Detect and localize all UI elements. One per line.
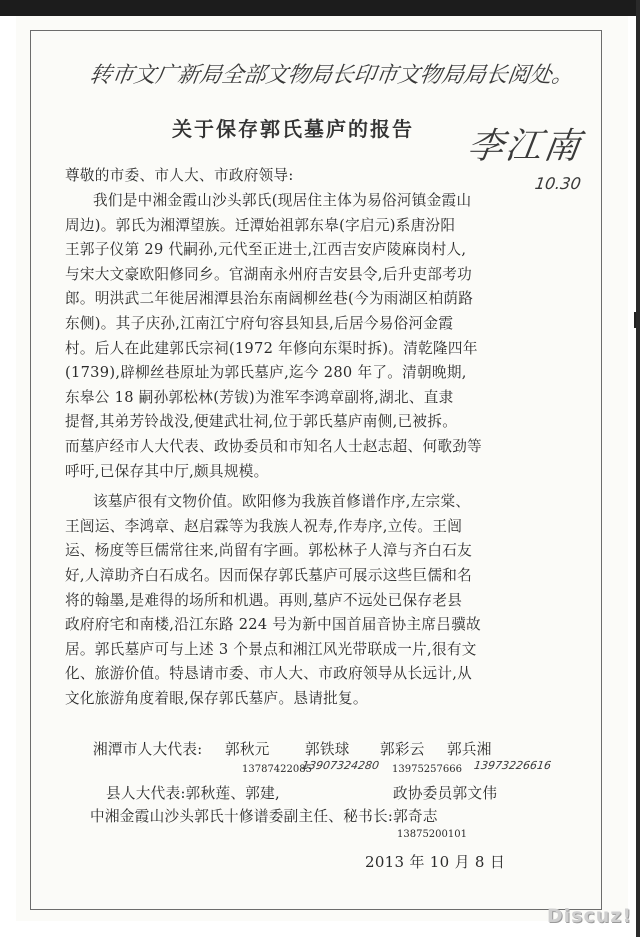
- report-title: 关于保存郭氏墓庐的报告: [172, 117, 414, 141]
- report-date: 2013 年 10 月 8 日: [365, 853, 506, 871]
- signatory-name: 郭彩云: [380, 741, 425, 758]
- phone-number: 13787422085: [242, 764, 312, 775]
- body-line: 与宋大文豪欧阳修同乡。官湖南永州府吉安县令,后升吏部考功: [65, 265, 473, 283]
- signatory-name: 郭铁球: [305, 741, 350, 758]
- body-line: 政府府宅和南楼,沿江东路 224 号为新中国首届音协主席吕骥故: [65, 616, 481, 634]
- body-line: 文化旅游角度着眼,保存郭氏墓庐。恳请批复。: [65, 690, 368, 707]
- body-line: 王闿运、李鸿章、赵启霖等为我族人祝寿,作寿序,立传。王闿: [65, 517, 463, 535]
- body-line: 居。郭氏墓庐可与上述 3 个景点和湘江风光带联成一片,很有文: [65, 640, 477, 658]
- body-line: 东侧)。其子庆孙,江南江宁府句容县知县,后居今易俗河金霞: [65, 315, 454, 332]
- body-line: 周边)。郭氏为湘潭望族。迁潭始祖郭东皋(字启元)系唐汾阳: [65, 216, 456, 234]
- body-line: 村。后人在此建郭氏宗祠(1972 年修向东渠时拆)。清乾隆四年: [65, 339, 478, 357]
- scan-border-top: [0, 0, 640, 16]
- site-watermark: Discuz!: [546, 905, 632, 927]
- handwritten-instruction: 转市文广新局全部文物局长印市文物局局长阅处。: [87, 63, 576, 88]
- signatory-line-3: 中湘金霞山沙头郭氏十修谱委副主任、秘书长:郭奇志: [90, 808, 438, 825]
- body-line: 东皋公 18 嗣孙郭松林(芳钹)为淮军李鸿章副将,湖北、直隶: [65, 388, 454, 406]
- scan-border-right: [636, 0, 640, 937]
- phone-number: 13975257666: [392, 764, 462, 775]
- body-line: 郎。明洪武二年徙居湘潭县治东南阔柳丝巷(今为雨湖区柏荫路: [65, 290, 474, 308]
- body-line: (1739),辟柳丝巷原址为郭氏墓庐,迄今 280 年了。清朝晚期,: [65, 364, 467, 382]
- body-line: 将的翰墨,是难得的场所和机遇。再则,墓庐不远处已保存老县: [65, 591, 463, 609]
- body-line: 运、杨度等巨儒常往来,尚留有字画。郭松林子人漳与齐白石友: [65, 542, 473, 560]
- body-line: 呼吁,已保存其中厅,颇具规模。: [65, 462, 269, 480]
- signatory-name: 郭秋元: [225, 741, 270, 758]
- body-line: 而墓庐经市人大代表、政协委员和市知名人士赵志超、何歌劲等: [65, 438, 483, 455]
- body-line: 化、旅游价值。特恳请市委、市人大、市政府领导从长远计,从: [65, 665, 473, 683]
- signatory-name: 郭兵湘: [447, 741, 492, 758]
- signatory-line-1-label: 湘潭市人大代表:: [93, 741, 203, 758]
- handwritten-signature: 李江南: [464, 126, 585, 167]
- handwritten-phone: 13907324280: [301, 759, 380, 772]
- signatory-line-2: 县人大代表:郭秋莲、郭建,: [106, 785, 280, 802]
- signatory-line-2-right: 政协委员郭文伟: [393, 785, 498, 802]
- handwritten-phone: 13973226616: [473, 759, 552, 772]
- body-line: 提督,其弟芳铃战没,便建武壮祠,位于郭氏墓庐南侧,已被拆。: [65, 413, 458, 431]
- body-line: 我们是中湘金霞山沙头郭氏(现居住主体为易俗河镇金霞山: [93, 192, 472, 209]
- scan-edge-mark: [634, 312, 636, 328]
- phone-number: 13875200101: [397, 829, 467, 840]
- signature-date: 10.30: [533, 174, 583, 193]
- body-line: 王郭子仪第 29 代嗣孙,元代至正进士,江西吉安庐陵麻岗村人,: [65, 241, 467, 259]
- body-line: 该墓庐很有文物价值。欧阳修为我族首修谱作序,左宗棠、: [93, 493, 471, 511]
- body-line: 好,人漳助齐白石成名。因而保存郭氏墓庐可展示这些巨儒和名: [65, 567, 473, 584]
- salutation: 尊敬的市委、市人大、市政府领导:: [65, 167, 294, 184]
